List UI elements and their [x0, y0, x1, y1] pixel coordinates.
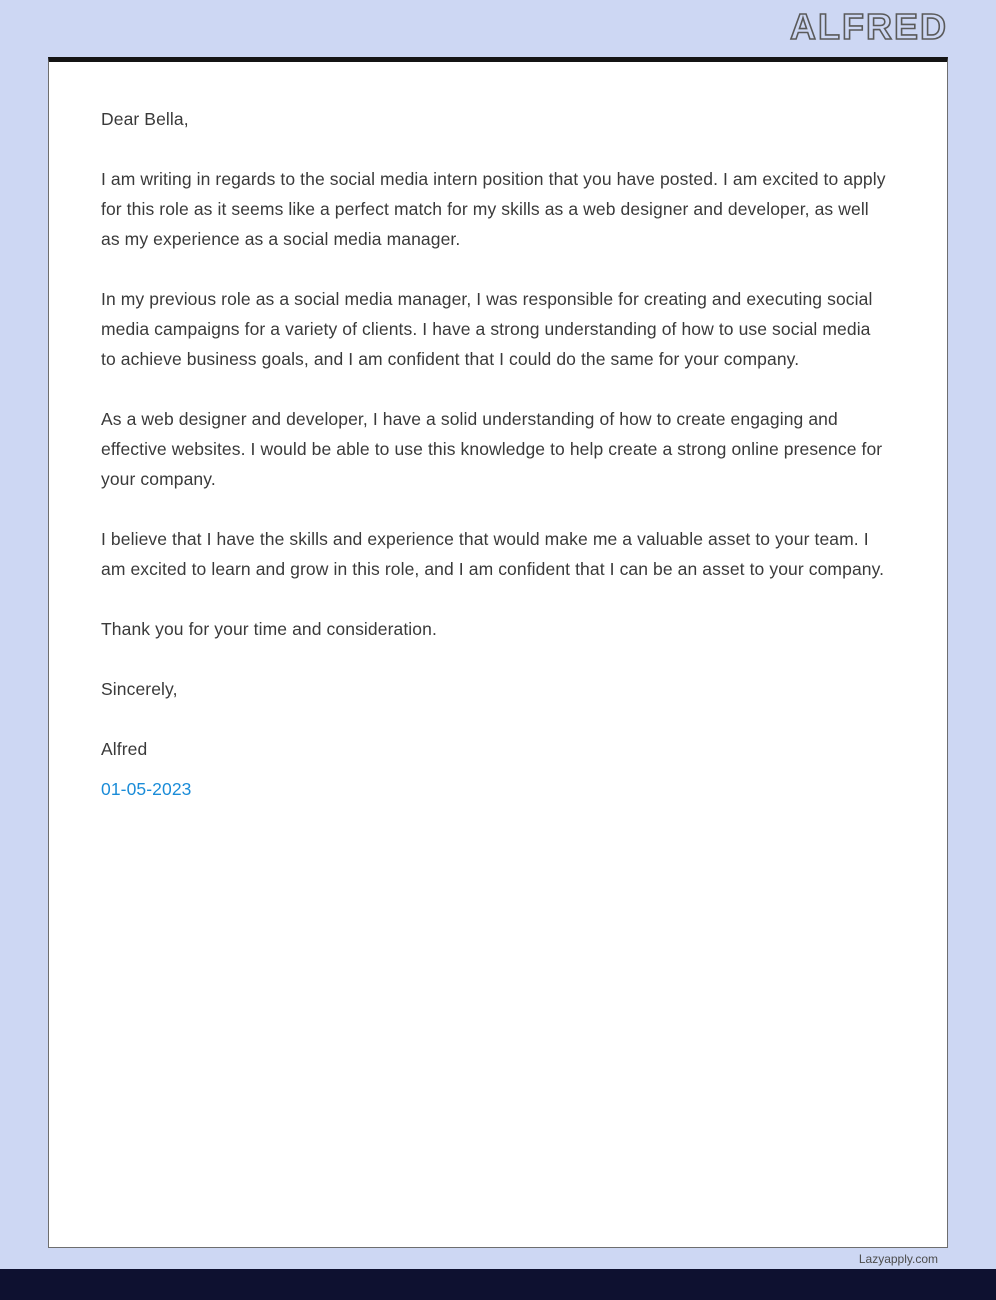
letter-paragraph: As a web designer and developer, I have a solid understanding of how to create engaging and effective websites. I would be able to use this knowledge to help create a strong online presence for your company. — [101, 409, 883, 489]
thanks-line: Thank you for your time and consideration. — [101, 619, 437, 639]
signature: Alfred — [101, 739, 148, 759]
letter-page — [48, 57, 948, 1248]
bottom-bar — [0, 1269, 996, 1300]
footer-site-label: Lazyapply.com — [858, 1252, 938, 1266]
letter-paragraph: I am writing in regards to the social media intern position that you have posted. I am excited to apply for this role as it seems like a perfect match for my skills as a web designer and developer, as well as my experience as a social media manager. — [101, 169, 886, 249]
brand-logo: ALFRED — [790, 5, 948, 47]
salutation: Dear Bella, — [101, 109, 189, 129]
letter-paragraph: I believe that I have the skills and experience that would make me a valuable asset to your team. I am excited to learn and grow in this role, and I am confident that I can be an asset to your company. — [101, 529, 885, 579]
letter-date: 01-05-2023 — [101, 779, 192, 799]
page-footer — [859, 1252, 938, 1266]
letter-paragraph: In my previous role as a social media manager, I was responsible for creating and executing social media campaigns for a variety of clients. I have a strong understanding of how to use social media to achieve business goals, and I am confident that I could do the same for your company. — [101, 289, 873, 369]
letterhead — [48, 0, 948, 57]
signoff: Sincerely, — [101, 679, 178, 699]
